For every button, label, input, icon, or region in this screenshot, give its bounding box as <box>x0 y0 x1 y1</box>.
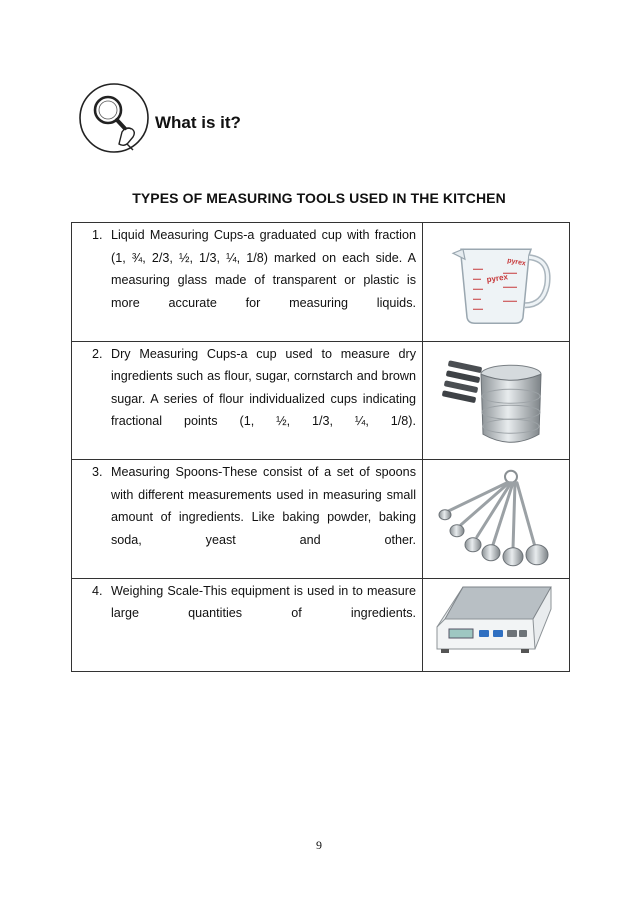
item-number: 3. <box>92 465 103 479</box>
weighing-scale-icon <box>423 579 569 671</box>
item-text-cell <box>72 578 423 671</box>
item-number: 4. <box>92 583 103 598</box>
measuring-tools-table <box>71 222 570 672</box>
item-text-cell <box>72 460 423 579</box>
table-row <box>72 460 570 579</box>
item-image-cell <box>423 460 570 579</box>
brand-label: pyrex <box>486 272 509 285</box>
item-image-cell <box>423 223 570 342</box>
item-description: Measuring Spoons-These consist of a set of spoons with different measurements used in measuring small amount of ingredients. Like baking powder, baking soda, yeast and other. <box>111 465 416 547</box>
svg-text:pyrex: pyrex <box>506 257 527 268</box>
section-title: TYPES OF MEASURING TOOLS USED IN THE KITCHEN <box>132 190 506 206</box>
measuring-spoons-icon <box>423 460 569 578</box>
item-description: Dry Measuring Cups-a cup used to measure dry ingredients such as flour, sugar, cornstarch and brown sugar. A series of flour individualized cups indicating fractional points (1, ½, 1/3, ¼, 1/8). <box>111 346 416 428</box>
magnifier-hand-icon <box>78 82 150 154</box>
item-description: Liquid Measuring Cups-a graduated cup with fraction (1, ¾, 2/3, ½, 1/3, ¼, 1/8) marked on each side. A measuring glass made of transparent or plastic is more accurate for measuring liquids. <box>111 228 416 310</box>
item-text-cell <box>72 341 423 460</box>
table-row <box>72 223 570 342</box>
page-title: What is it? <box>155 113 241 132</box>
item-number: 2. <box>92 346 103 361</box>
dry-measuring-cups-icon <box>423 342 569 460</box>
page-number: 9 <box>316 838 322 852</box>
measuring-cup-icon <box>423 223 569 341</box>
item-number: 1. <box>92 228 103 242</box>
table-row <box>72 341 570 460</box>
table-row <box>72 578 570 671</box>
item-description: Weighing Scale-This equipment is used in to measure large quantities of ingredients. <box>111 583 416 620</box>
item-text-cell <box>72 223 423 342</box>
item-image-cell <box>423 341 570 460</box>
item-image-cell <box>423 578 570 671</box>
